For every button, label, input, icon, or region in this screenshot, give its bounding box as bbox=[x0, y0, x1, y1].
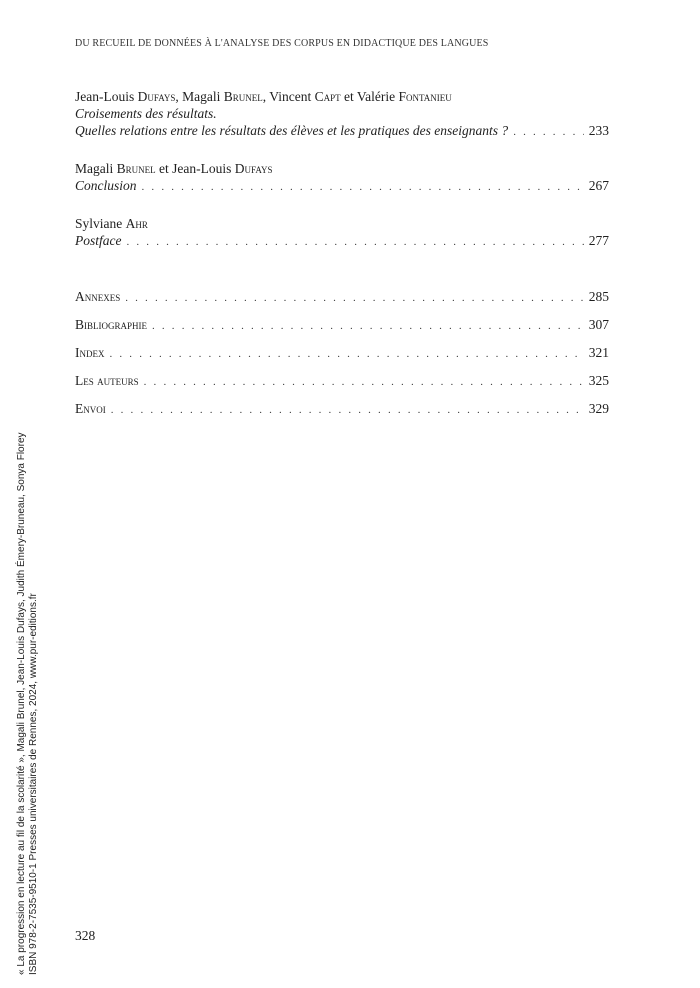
page-number: 267 bbox=[588, 178, 609, 193]
section-title: Index bbox=[75, 345, 105, 360]
dot-leader bbox=[142, 179, 584, 196]
toc-section-bibliographie[interactable] bbox=[75, 316, 609, 335]
author-last-name: Dufays bbox=[234, 161, 273, 176]
author-last-name: Brunel bbox=[223, 89, 263, 104]
table-of-contents bbox=[75, 88, 609, 428]
author-first-name: , Magali bbox=[175, 89, 224, 104]
author-last-name: Fontanieu bbox=[398, 89, 452, 104]
copyright-sidenote bbox=[16, 432, 54, 975]
author-first-name: Jean-Louis bbox=[75, 89, 138, 104]
entry-authors bbox=[75, 215, 609, 232]
section-title: Les auteurs bbox=[75, 373, 139, 388]
entry-authors bbox=[75, 88, 609, 105]
author-first-name: Sylviane bbox=[75, 216, 126, 231]
section-gap bbox=[75, 270, 609, 288]
dot-leader bbox=[513, 124, 584, 141]
entry-title: Quelles relations entre les résultats des élèves et les pratiques des enseignants ? bbox=[75, 123, 509, 138]
author-first-name: et Jean-Louis bbox=[155, 161, 235, 176]
author-last-name: Ahr bbox=[125, 216, 148, 231]
author-first-name: Magali bbox=[75, 161, 117, 176]
running-head: DU RECUEIL DE DONNÉES À L'ANALYSE DES CORPUS EN DIDACTIQUE DES LANGUES bbox=[75, 38, 489, 49]
page-number: 321 bbox=[588, 345, 609, 360]
author-first-name: , Vincent bbox=[262, 89, 315, 104]
entry-subtitle: Croisements des résultats. bbox=[75, 106, 217, 121]
toc-entry-conclusion bbox=[75, 160, 609, 196]
author-last-name: Dufays bbox=[137, 89, 176, 104]
author-last-name: Brunel bbox=[116, 161, 156, 176]
dot-leader bbox=[152, 318, 584, 335]
page-folio: 328 bbox=[75, 928, 96, 943]
author-first-name: et Valérie bbox=[340, 89, 399, 104]
toc-entry-croisements bbox=[75, 88, 609, 141]
page-number: 285 bbox=[588, 289, 609, 304]
sidenote-line-1: « La progression en lecture au fil de la scolarité », Magali Brunel, Jean-Louis Dufays, Judith Émery-Bruneau, Sonya Florey bbox=[16, 432, 27, 975]
entry-title: Conclusion bbox=[75, 178, 137, 193]
entry-title-line[interactable] bbox=[75, 232, 609, 251]
toc-section-envoi[interactable] bbox=[75, 400, 609, 419]
dot-leader bbox=[144, 374, 584, 391]
page-number: 233 bbox=[588, 123, 609, 138]
section-title: Bibliographie bbox=[75, 317, 147, 332]
page-number: 329 bbox=[588, 401, 609, 416]
dot-leader bbox=[127, 234, 584, 251]
entry-authors bbox=[75, 160, 609, 177]
dot-leader bbox=[111, 402, 584, 419]
page-number: 325 bbox=[588, 373, 609, 388]
entry-title-line[interactable] bbox=[75, 177, 609, 196]
dot-leader bbox=[125, 290, 584, 307]
entry-title-line[interactable] bbox=[75, 122, 609, 141]
toc-section-les-auteurs[interactable] bbox=[75, 372, 609, 391]
toc-section-index[interactable] bbox=[75, 344, 609, 363]
author-last-name: Capt bbox=[314, 89, 341, 104]
dot-leader bbox=[110, 346, 584, 363]
section-title: Annexes bbox=[75, 289, 121, 304]
toc-section-annexes[interactable] bbox=[75, 288, 609, 307]
page-number: 307 bbox=[588, 317, 609, 332]
sidenote-line-2: ISBN 978-2-7535-9510-1 Presses universitaires de Rennes, 2024, www.pur-editions.fr bbox=[28, 593, 39, 975]
entry-title: Postface bbox=[75, 233, 122, 248]
page-number: 277 bbox=[588, 233, 609, 248]
toc-entry-postface bbox=[75, 215, 609, 251]
section-title: Envoi bbox=[75, 401, 106, 416]
